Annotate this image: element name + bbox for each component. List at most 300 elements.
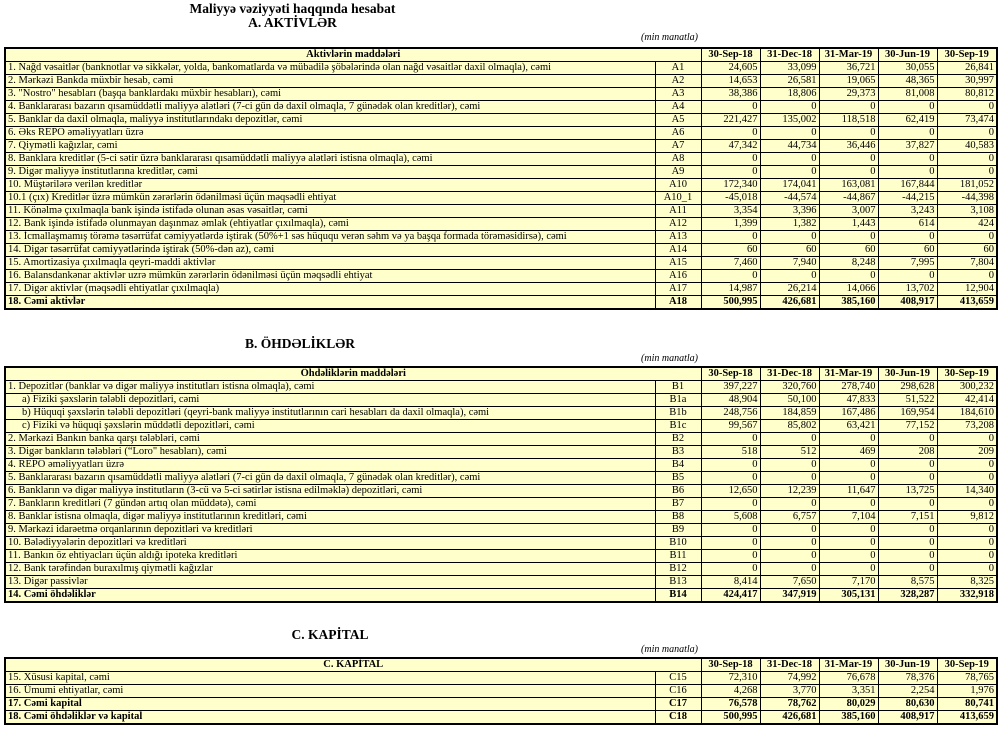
row-code-cell: B9 [655,524,701,537]
row-code-cell: B1b [655,407,701,420]
row-label-cell: 11. Könəlmə çıxılmaqla bank işində istifadə olunan əsas vəsaitlər, cəmi [5,205,655,218]
value-cell: 0 [937,472,997,485]
table-row [5,244,997,257]
value-cell: 0 [878,270,937,283]
table-row [5,257,997,270]
value-cell: 29,373 [819,88,878,101]
row-label-cell: 12. Bank işində istifadə olunmayan daşınmaz əmlak (ehtiyatlar çıxılmaqla), cəmi [5,218,655,231]
table-row [5,88,997,101]
row-code-cell: C15 [655,672,701,685]
value-cell: 0 [701,166,760,179]
row-label-cell: 7. Bankların kreditləri (7 gündən artıq olan müddətə), cəmi [5,498,655,511]
value-cell: 0 [701,270,760,283]
value-cell: 0 [819,524,878,537]
row-label-cell: 6. Bankların və digər maliyyə institutların (3-cü və 5-ci sətirlər istisna edilməklə) depozitləri, cəmi [5,485,655,498]
row-label-cell: 2. Mərkəzi Bankda müxbir hesab, cəmi [5,75,655,88]
row-label-cell: 1. Depozitlər (banklar və digər maliyyə institutları istisna olmaqla), cəmi [5,381,655,394]
section-c-title: C. KAPİTAL [291,627,369,642]
row-code-cell: A2 [655,75,701,88]
row-label-cell: 8. Banklara kreditlər (5-ci sətir üzrə banklararası qısamüddətli maliyyə alətləri istisna olmaqla), cəmi [5,153,655,166]
table-row [5,127,997,140]
value-cell: -44,398 [937,192,997,205]
table-row [5,205,997,218]
value-cell: 0 [701,537,760,550]
value-cell: 413,659 [937,296,997,310]
value-cell: 60 [878,244,937,257]
value-cell: 0 [937,498,997,511]
row-label-cell: 4. REPO əməliyyatları üzrə [5,459,655,472]
value-cell: 0 [878,153,937,166]
row-code-cell: A8 [655,153,701,166]
value-cell: 80,812 [937,88,997,101]
value-cell: 73,208 [937,420,997,433]
value-cell: 181,052 [937,179,997,192]
value-cell: 469 [819,446,878,459]
value-cell: 0 [878,524,937,537]
value-cell: 44,734 [760,140,819,153]
value-cell: 397,227 [701,381,760,394]
value-cell: 167,844 [878,179,937,192]
value-cell: 0 [701,563,760,576]
value-cell: 0 [819,498,878,511]
value-cell: 518 [701,446,760,459]
value-cell: 426,681 [760,296,819,310]
value-cell: 0 [937,459,997,472]
value-cell: 0 [760,537,819,550]
table-row [5,498,997,511]
value-cell: 7,170 [819,576,878,589]
value-cell: 38,386 [701,88,760,101]
value-cell: 3,108 [937,205,997,218]
value-cell: 424 [937,218,997,231]
row-code-cell: A1 [655,62,701,75]
value-cell: 47,833 [819,394,878,407]
value-cell: 0 [819,153,878,166]
items-header-cell: C. KAPİTAL [5,658,701,672]
value-cell: 7,995 [878,257,937,270]
value-cell: 184,859 [760,407,819,420]
value-cell: 0 [878,101,937,114]
value-cell: 0 [937,153,997,166]
value-cell: 0 [819,166,878,179]
value-cell: 163,081 [819,179,878,192]
table-row [5,524,997,537]
value-cell: 11,647 [819,485,878,498]
row-label-cell: 6. Əks REPO əməliyyatları üzrə [5,127,655,140]
row-code-cell: A11 [655,205,701,218]
row-code-cell: C17 [655,698,701,711]
table-row [5,459,997,472]
value-cell: 0 [760,459,819,472]
value-cell: 0 [819,537,878,550]
row-label-cell: 10.1 (çıx) Kreditlər üzrə mümkün zərərlərin ödənilməsi üçün məqsədli ehtiyat [5,192,655,205]
row-label-cell: 15. Xüsusi kapital, cəmi [5,672,655,685]
value-cell: 0 [760,563,819,576]
value-cell: 0 [937,524,997,537]
table-row [5,394,997,407]
date-column-header: 30-Jun-19 [878,658,937,672]
value-cell: 1,382 [760,218,819,231]
value-cell: 26,581 [760,75,819,88]
value-cell: 37,827 [878,140,937,153]
value-cell: 0 [760,270,819,283]
row-code-cell: A3 [655,88,701,101]
row-code-cell: B6 [655,485,701,498]
value-cell: 0 [878,537,937,550]
value-cell: 36,446 [819,140,878,153]
row-code-cell: B14 [655,589,701,603]
value-cell: 500,995 [701,711,760,725]
row-code-cell: B3 [655,446,701,459]
value-cell: 172,340 [701,179,760,192]
value-cell: 209 [937,446,997,459]
value-cell: 0 [760,498,819,511]
value-cell: 0 [760,127,819,140]
value-cell: 80,741 [937,698,997,711]
row-code-cell: B13 [655,576,701,589]
value-cell: 78,376 [878,672,937,685]
row-code-cell: B10 [655,537,701,550]
value-cell: 4,268 [701,685,760,698]
value-cell: 0 [937,101,997,114]
value-cell: 85,802 [760,420,819,433]
table-row [5,140,997,153]
value-cell: 26,214 [760,283,819,296]
row-code-cell: B1 [655,381,701,394]
value-cell: 0 [701,472,760,485]
value-cell: 0 [819,270,878,283]
value-cell: 208 [878,446,937,459]
row-label-cell: 7. Qiymətli kağızlar, cəmi [5,140,655,153]
value-cell: 8,575 [878,576,937,589]
value-cell: 60 [701,244,760,257]
value-cell: 7,650 [760,576,819,589]
value-cell: 60 [937,244,997,257]
capital-table [4,657,998,725]
value-cell: 424,417 [701,589,760,603]
value-cell: 7,104 [819,511,878,524]
row-code-cell: A16 [655,270,701,283]
row-code-cell: C16 [655,685,701,698]
table-row [5,75,997,88]
value-cell: 0 [878,459,937,472]
row-code-cell: B8 [655,511,701,524]
value-cell: 76,578 [701,698,760,711]
value-cell: 0 [937,270,997,283]
table-row [5,62,997,75]
value-cell: 63,421 [819,420,878,433]
row-code-cell: A14 [655,244,701,257]
table-row [5,563,997,576]
value-cell: 0 [937,127,997,140]
table-row [5,576,997,589]
value-cell: 0 [819,550,878,563]
table-row [5,511,997,524]
date-column-header: 31-Dec-18 [760,367,819,381]
value-cell: 0 [760,472,819,485]
row-code-cell: B7 [655,498,701,511]
value-cell: 14,340 [937,485,997,498]
row-code-cell: A4 [655,101,701,114]
value-cell: 221,427 [701,114,760,127]
value-cell: 305,131 [819,589,878,603]
table-row [5,283,997,296]
row-code-cell: A12 [655,218,701,231]
liabilities-table [4,366,998,603]
row-label-cell: b) Hüquqi şəxslərin tələbli depozitləri (qeyri-bank maliyyə institutlarının cari hesabları da daxil olmaqla), cəmi [5,407,655,420]
value-cell: 7,940 [760,257,819,270]
row-label-cell: 9. Mərkəzi idarəetmə orqanlarının depozitləri və kreditləri [5,524,655,537]
value-cell: 0 [937,433,997,446]
value-cell: 3,354 [701,205,760,218]
row-label-cell: 18. Cəmi aktivlər [5,296,655,310]
table-row [5,407,997,420]
value-cell: 0 [701,231,760,244]
table-header-row [5,658,997,672]
row-code-cell: A18 [655,296,701,310]
value-cell: 51,522 [878,394,937,407]
value-cell: 7,151 [878,511,937,524]
value-cell: 169,954 [878,407,937,420]
table-row [5,550,997,563]
table-row [5,698,997,711]
value-cell: 0 [760,433,819,446]
value-cell: 0 [701,101,760,114]
value-cell: 0 [878,550,937,563]
value-cell: 80,630 [878,698,937,711]
table-row [5,589,997,603]
value-cell: 19,065 [819,75,878,88]
row-label-cell: 10. Bələdiyyələrin depozitləri və kreditləri [5,537,655,550]
section-a-title: A. AKTİVLƏR [248,15,337,30]
row-label-cell: 17. Digər aktivlər (məqsədli ehtiyatlar çıxılmaqla) [5,283,655,296]
value-cell: 385,160 [819,711,878,725]
row-label-cell: 15. Amortizasiya çıxılmaqla qeyri-maddi aktivlər [5,257,655,270]
value-cell: 7,804 [937,257,997,270]
value-cell: 13,702 [878,283,937,296]
value-cell: 0 [819,127,878,140]
value-cell: 248,756 [701,407,760,420]
value-cell: 614 [878,218,937,231]
value-cell: 0 [701,459,760,472]
value-cell: 426,681 [760,711,819,725]
row-code-cell: A15 [655,257,701,270]
value-cell: 0 [760,166,819,179]
value-cell: 332,918 [937,589,997,603]
value-cell: 8,248 [819,257,878,270]
value-cell: 0 [701,498,760,511]
value-cell: 0 [819,433,878,446]
value-cell: 0 [760,231,819,244]
value-cell: 0 [819,563,878,576]
table-row [5,420,997,433]
value-cell: 347,919 [760,589,819,603]
value-cell: 500,995 [701,296,760,310]
value-cell: 40,583 [937,140,997,153]
section-b-title: B. ÖHDƏLİKLƏR [245,336,355,351]
row-code-cell: C18 [655,711,701,725]
table-row [5,179,997,192]
value-cell: 1,443 [819,218,878,231]
value-cell: 0 [878,166,937,179]
row-label-cell: 9. Digər maliyyə institutlarına kreditlər, cəmi [5,166,655,179]
value-cell: 47,342 [701,140,760,153]
row-code-cell: B2 [655,433,701,446]
value-cell: 298,628 [878,381,937,394]
value-cell: 78,762 [760,698,819,711]
row-label-cell: 1. Nağd vəsaitlər (banknotlar və sikkələr, yolda, bankomatlarda və mübadilə şöbələrində olan nağd vəsaitlər daxil olmaqla), cəmi [5,62,655,75]
value-cell: 80,029 [819,698,878,711]
table-row [5,296,997,310]
table-row [5,114,997,127]
row-label-cell: 4. Banklararası bazarın qısamüddətli maliyyə alətləri (7-ci gün də daxil olmaqla, 7 günədək olan kreditlər), cəmi [5,101,655,114]
row-label-cell: 14. Cəmi öhdəliklər [5,589,655,603]
items-header-cell: Aktivlərin maddələri [5,48,701,62]
row-label-cell: 5. Banklar da daxil olmaqla, maliyyə institutlarındakı depozitlər, cəmi [5,114,655,127]
row-label-cell: 8. Banklar istisna olmaqla, digər maliyyə institutlarının kreditləri, cəmi [5,511,655,524]
value-cell: 0 [760,524,819,537]
value-cell: 72,310 [701,672,760,685]
value-cell: 18,806 [760,88,819,101]
row-label-cell: c) Fiziki və hüquqi şəxslərin müddətli depozitləri, cəmi [5,420,655,433]
value-cell: 14,653 [701,75,760,88]
value-cell: 1,399 [701,218,760,231]
value-cell: 62,419 [878,114,937,127]
table-row [5,433,997,446]
value-cell: -44,574 [760,192,819,205]
value-cell: 328,287 [878,589,937,603]
value-cell: 0 [701,153,760,166]
value-cell: 0 [819,101,878,114]
row-code-cell: B1c [655,420,701,433]
row-label-cell: 13. İcmallaşmamış törəmə təsərrüfat cəmiyyətlərdə iştirak (50%+1 səs hüququ verən səhm və ya başqa formada törəməsidirsə), cəmi [5,231,655,244]
row-label-cell: 3. "Nostro" hesabları (başqa banklardakı müxbir hesabları), cəmi [5,88,655,101]
value-cell: 3,007 [819,205,878,218]
date-column-header: 30-Sep-19 [937,658,997,672]
table-row [5,270,997,283]
table-header-row [5,48,997,62]
items-header-cell: Öhdəliklərin maddələri [5,367,701,381]
value-cell: 512 [760,446,819,459]
value-cell: 6,757 [760,511,819,524]
value-cell: 3,396 [760,205,819,218]
date-column-header: 30-Sep-19 [937,48,997,62]
value-cell: 118,518 [819,114,878,127]
date-column-header: 30-Sep-19 [937,367,997,381]
value-cell: 0 [937,231,997,244]
value-cell: -45,018 [701,192,760,205]
value-cell: 48,365 [878,75,937,88]
row-label-cell: 10. Müştərilərə verilən kreditlər [5,179,655,192]
value-cell: 0 [819,231,878,244]
value-cell: 14,987 [701,283,760,296]
row-code-cell: B5 [655,472,701,485]
value-cell: 167,486 [819,407,878,420]
value-cell: 385,160 [819,296,878,310]
date-column-header: 31-Mar-19 [819,658,878,672]
value-cell: 74,992 [760,672,819,685]
table-row [5,685,997,698]
value-cell: 26,841 [937,62,997,75]
value-cell: 7,460 [701,257,760,270]
value-cell: 320,760 [760,381,819,394]
value-cell: 48,904 [701,394,760,407]
row-label-cell: 18. Cəmi öhdəliklər və kapital [5,711,655,725]
row-code-cell: B11 [655,550,701,563]
value-cell: 174,041 [760,179,819,192]
row-label-cell: 3. Digər bankların tələbləri (“Loro" hesabları), cəmi [5,446,655,459]
date-column-header: 30-Jun-19 [878,48,937,62]
row-label-cell: 5. Banklararası bazarın qısamüddətli maliyyə alətləri (7-ci gün də daxil olmaqla, 7 günədək olan kreditlər), cəmi [5,472,655,485]
value-cell: 300,232 [937,381,997,394]
row-label-cell: 13. Digər passivlər [5,576,655,589]
row-code-cell: A5 [655,114,701,127]
date-column-header: 31-Dec-18 [760,658,819,672]
row-code-cell: A17 [655,283,701,296]
value-cell: 3,243 [878,205,937,218]
value-cell: 0 [760,101,819,114]
value-cell: 13,725 [878,485,937,498]
value-cell: 30,997 [937,75,997,88]
value-cell: 0 [937,550,997,563]
table-row [5,192,997,205]
row-code-cell: B12 [655,563,701,576]
value-cell: 60 [819,244,878,257]
row-code-cell: A10_1 [655,192,701,205]
row-code-cell: A10 [655,179,701,192]
value-cell: -44,867 [819,192,878,205]
value-cell: 81,008 [878,88,937,101]
row-label-cell: 12. Bank tərəfindən buraxılmış qiymətli kağızlar [5,563,655,576]
value-cell: 0 [819,459,878,472]
value-cell: 33,099 [760,62,819,75]
page-title: Maliyyə vəziyyəti haqqında hesabat [189,1,396,16]
date-column-header: 31-Mar-19 [819,367,878,381]
value-cell: 12,239 [760,485,819,498]
value-cell: 60 [760,244,819,257]
date-column-header: 30-Sep-18 [701,48,760,62]
unit-note-b: (min manatla) [641,353,698,364]
value-cell: 0 [701,550,760,563]
value-cell: 0 [878,127,937,140]
value-cell: 24,605 [701,62,760,75]
unit-note-a: (min manatla) [641,32,698,43]
value-cell: 3,770 [760,685,819,698]
value-cell: 12,904 [937,283,997,296]
value-cell: 0 [701,127,760,140]
value-cell: 8,325 [937,576,997,589]
value-cell: -44,215 [878,192,937,205]
table-row [5,485,997,498]
value-cell: 3,351 [819,685,878,698]
row-code-cell: A6 [655,127,701,140]
value-cell: 76,678 [819,672,878,685]
row-label-cell: 2. Mərkəzi Bankın banka qarşı tələbləri, cəmi [5,433,655,446]
value-cell: 2,254 [878,685,937,698]
value-cell: 278,740 [819,381,878,394]
value-cell: 14,066 [819,283,878,296]
table-row [5,381,997,394]
value-cell: 0 [701,524,760,537]
value-cell: 36,721 [819,62,878,75]
table-row [5,101,997,114]
value-cell: 30,055 [878,62,937,75]
value-cell: 0 [819,472,878,485]
row-label-cell: 14. Digər təsərrüfat cəmiyyətlərində iştirak (50%-dən az), cəmi [5,244,655,257]
row-code-cell: B1a [655,394,701,407]
value-cell: 0 [937,537,997,550]
value-cell: 0 [937,563,997,576]
